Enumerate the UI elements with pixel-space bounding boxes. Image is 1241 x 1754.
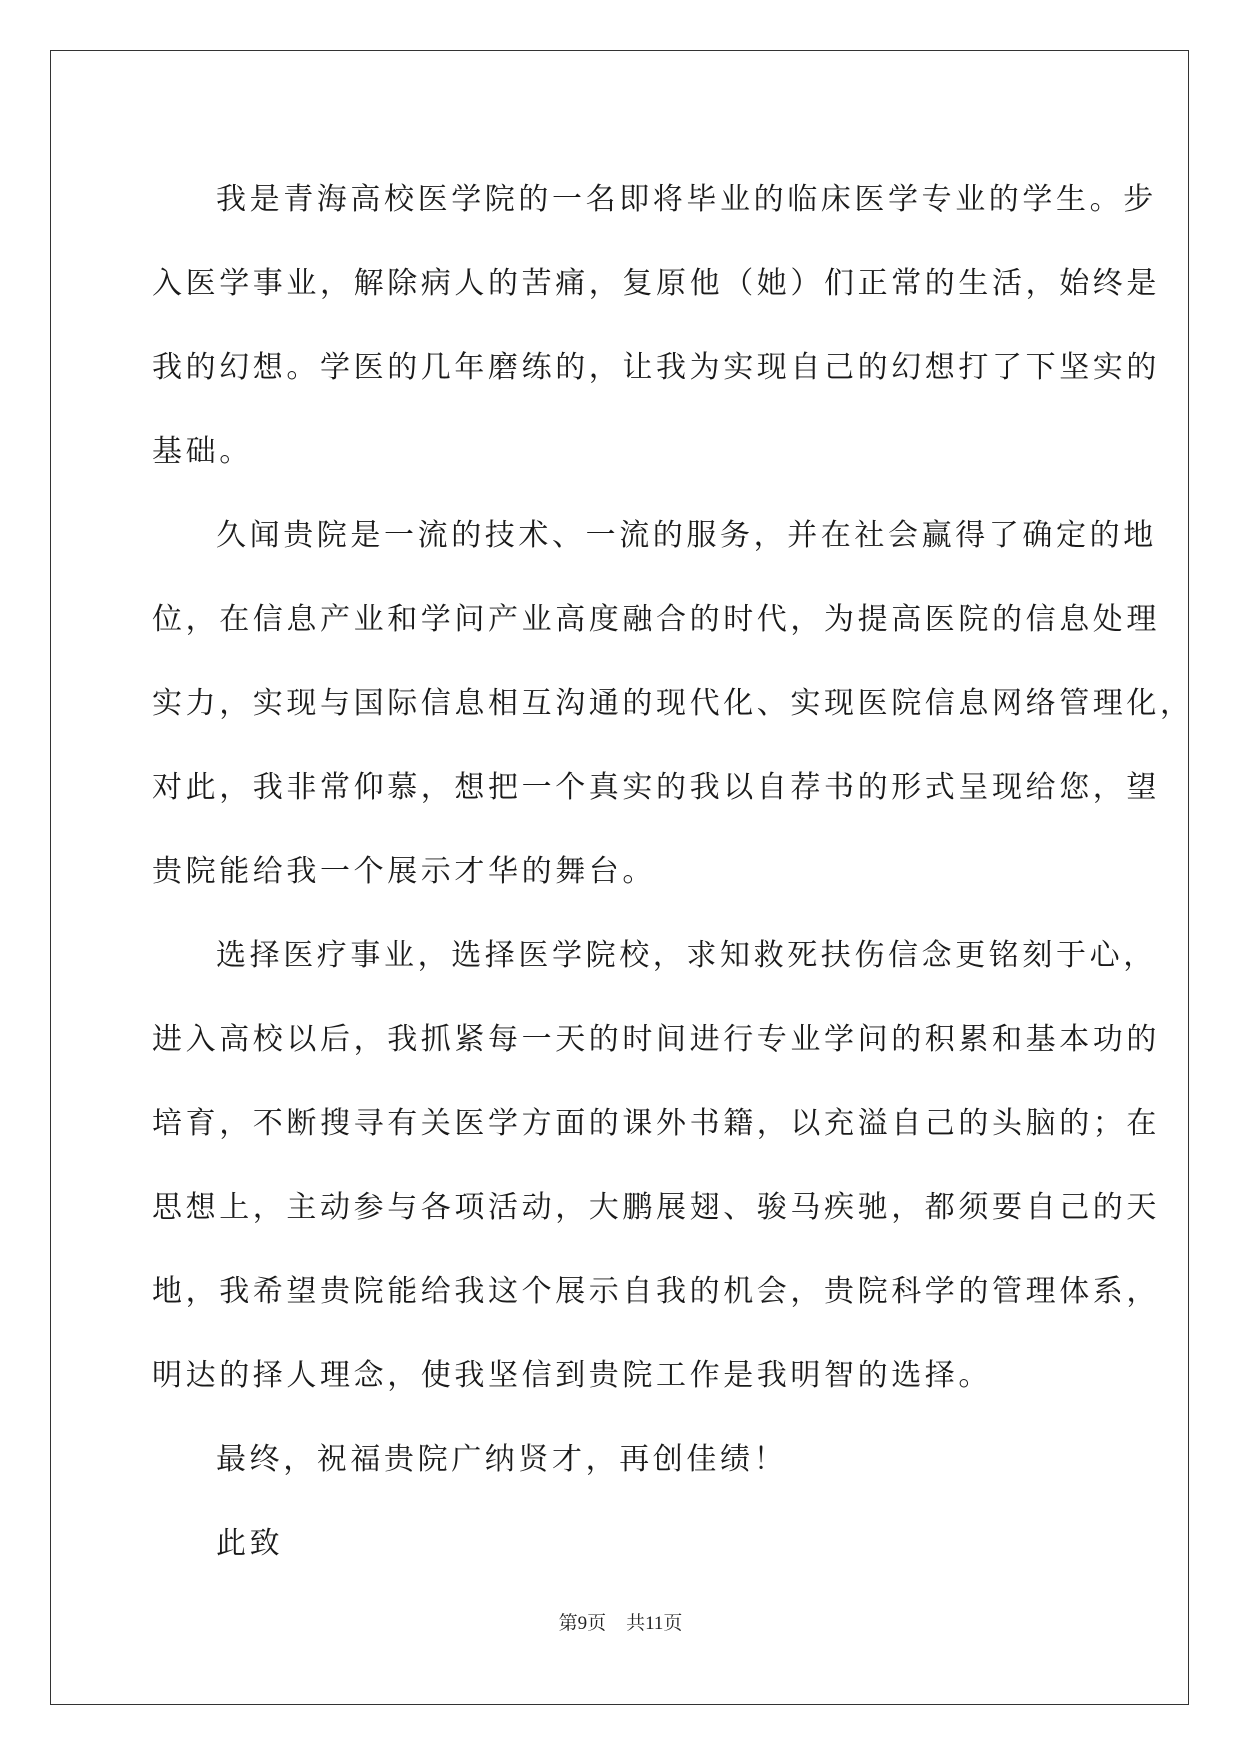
paragraph-2-line-5: 贵院能给我一个展示才华的舞台。 bbox=[152, 854, 656, 889]
page-prefix: 第 bbox=[558, 1612, 578, 1634]
closing-wish: 最终，祝福贵院广纳贤才，再创佳绩！ bbox=[216, 1442, 788, 1477]
page-footer bbox=[0, 1608, 1241, 1635]
page-number: 9 bbox=[577, 1613, 588, 1634]
paragraph-3-line-1: 选择医疗事业，选择医学院校，求知救死扶伤信念更铭刻于心， bbox=[216, 938, 1157, 973]
letter-body bbox=[152, 158, 1194, 1586]
paragraph-3-line-5: 地，我希望贵院能给我这个展示自我的机会，贵院科学的管理体系， bbox=[152, 1274, 1160, 1309]
paragraph-3-line-2: 进入高校以后，我抓紧每一天的时间进行专业学问的积累和基本功的 bbox=[152, 1022, 1160, 1057]
paragraph-3-line-6: 明达的择人理念，使我坚信到贵院工作是我明智的选择。 bbox=[152, 1358, 992, 1393]
paragraph-2-line-3: 实力，实现与国际信息相互沟通的现代化、实现医院信息网络管理化， bbox=[152, 686, 1194, 721]
page-suffix: 页 bbox=[587, 1612, 607, 1634]
total-suffix: 页 bbox=[663, 1612, 683, 1634]
closing-salutation: 此致 bbox=[216, 1526, 284, 1561]
paragraph-2-line-1: 久闻贵院是一流的技术、一流的服务，并在社会赢得了确定的地 bbox=[216, 518, 1157, 553]
paragraph-2-line-2: 位，在信息产业和学问产业高度融合的时代，为提高医院的信息处理 bbox=[152, 602, 1160, 637]
paragraph-1-line-3: 我的幻想。学医的几年磨练的，让我为实现自己的幻想打了下坚实的 bbox=[152, 350, 1160, 385]
total-pages: 11 bbox=[645, 1613, 664, 1634]
paragraph-1-line-2: 入医学事业，解除病人的苦痛，复原他（她）们正常的生活，始终是 bbox=[152, 266, 1160, 301]
paragraph-2-line-4: 对此，我非常仰慕，想把一个真实的我以自荐书的形式呈现给您，望 bbox=[152, 770, 1160, 805]
paragraph-1-line-4: 基础。 bbox=[152, 434, 253, 469]
paragraph-1-line-1: 我是青海高校医学院的一名即将毕业的临床医学专业的学生。步 bbox=[216, 182, 1157, 217]
paragraph-3-line-3: 培育，不断搜寻有关医学方面的课外书籍，以充溢自己的头脑的；在 bbox=[152, 1106, 1160, 1141]
total-prefix: 共 bbox=[626, 1612, 646, 1634]
paragraph-3-line-4: 思想上，主动参与各项活动，大鹏展翅、骏马疾驰，都须要自己的天 bbox=[152, 1190, 1160, 1225]
